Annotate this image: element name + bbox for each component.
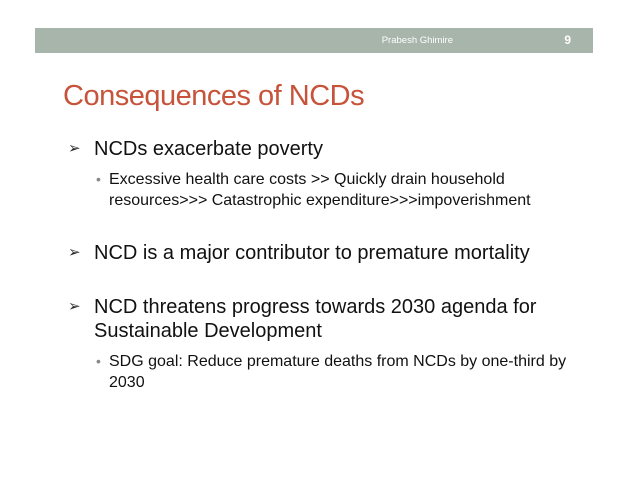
sub-bullet-list <box>68 351 588 393</box>
sub-bullet-text: Excessive health care costs >> Quickly drain household resources>>> Catastrophic expenditure>>>impoverishment <box>109 171 531 209</box>
sub-bullet-item <box>96 169 588 211</box>
bullet-item <box>68 295 588 343</box>
bullet-item <box>68 137 588 161</box>
dot-bullet-icon: • <box>96 171 101 187</box>
bullet-text: NCD threatens progress towards 2030 agenda for Sustainable Development <box>94 296 537 342</box>
sub-bullet-text: SDG goal: Reduce premature deaths from NCDs by one-third by 2030 <box>109 353 567 391</box>
arrow-bullet-icon: ➢ <box>68 298 81 315</box>
author-name: Prabesh Ghimire <box>381 35 453 46</box>
sub-bullet-list <box>68 169 588 211</box>
slide-content <box>68 137 588 393</box>
sub-bullet-item <box>96 351 588 393</box>
page-number: 9 <box>564 33 571 47</box>
dot-bullet-icon: • <box>96 353 101 369</box>
arrow-bullet-icon: ➢ <box>68 140 81 157</box>
arrow-bullet-icon: ➢ <box>68 244 81 261</box>
bullet-text: NCD is a major contributor to premature mortality <box>94 242 530 264</box>
slide-header-bar <box>35 28 593 53</box>
bullet-item <box>68 241 588 265</box>
bullet-text: NCDs exacerbate poverty <box>94 138 323 160</box>
slide-title: Consequences of NCDs <box>63 80 365 112</box>
